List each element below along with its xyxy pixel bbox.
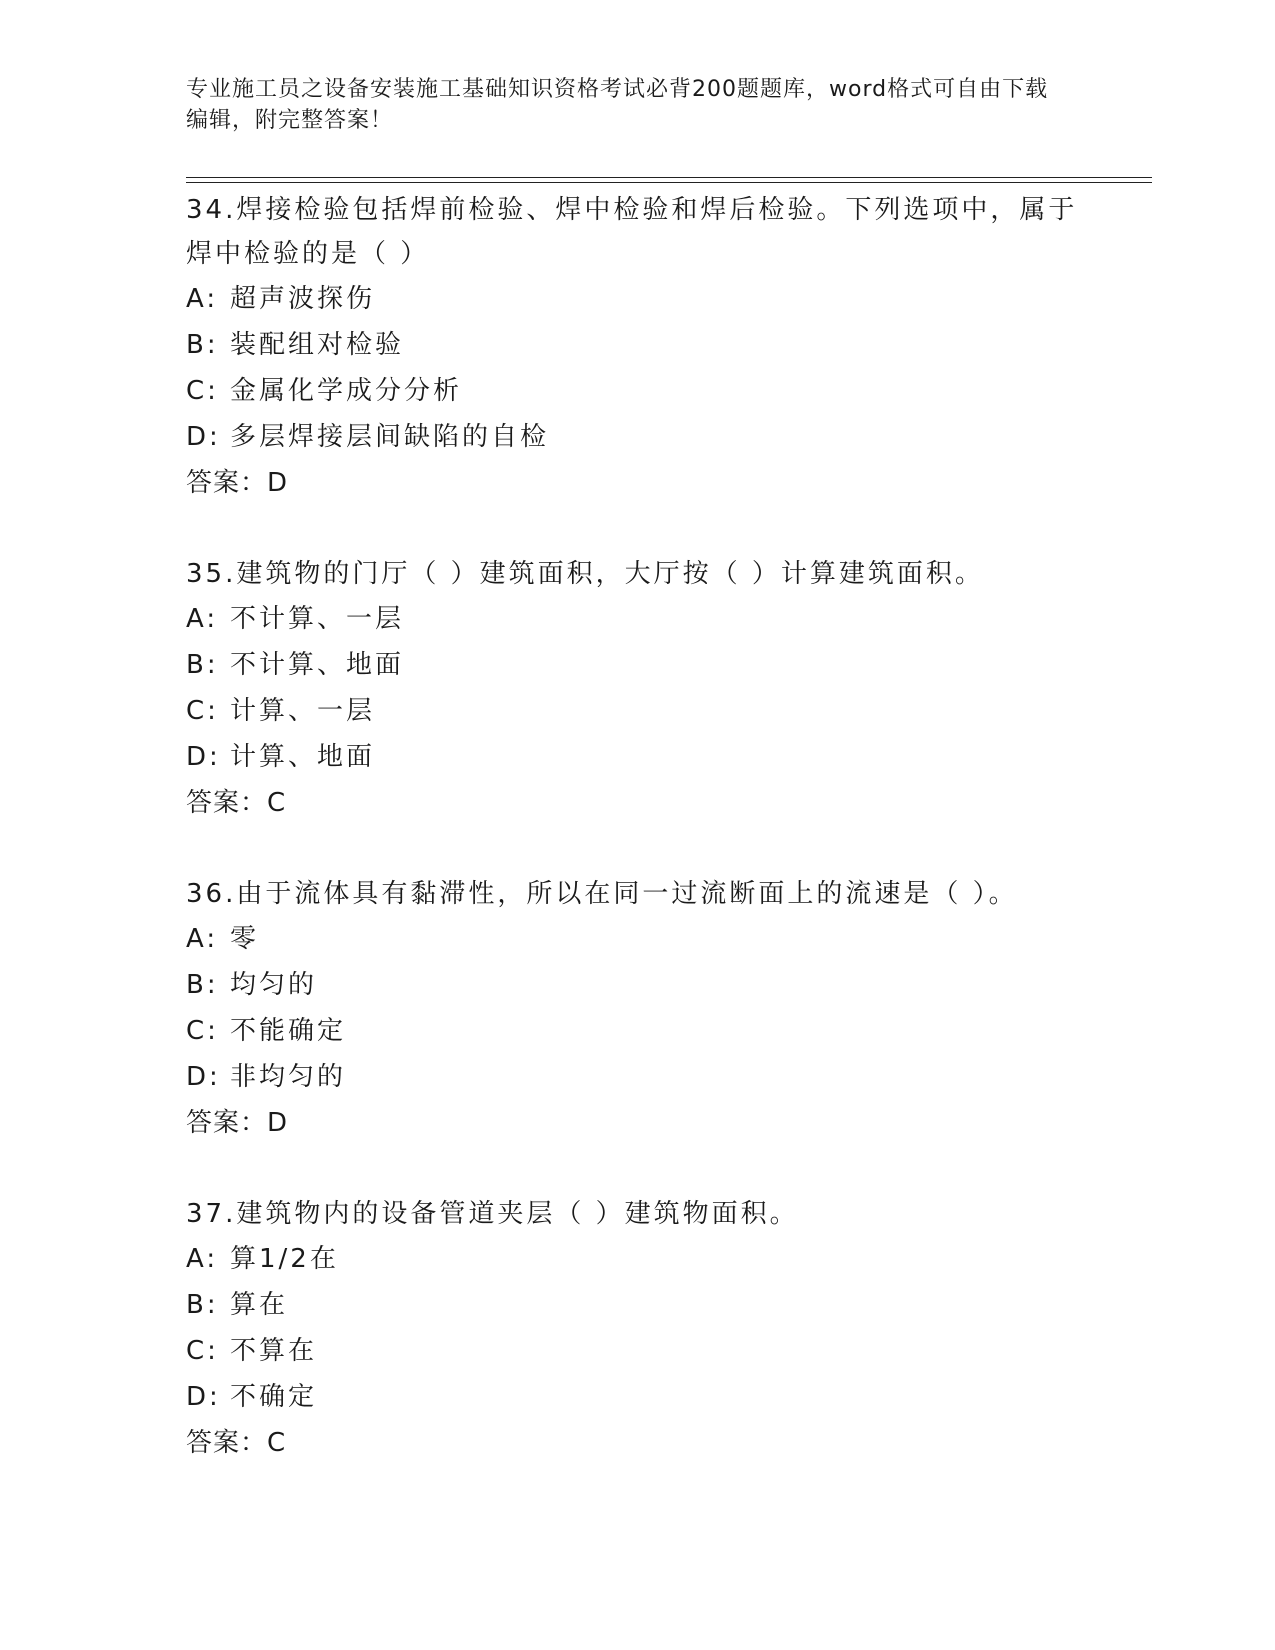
question-35: [186, 552, 1086, 826]
option-d: [186, 1054, 1086, 1100]
option-letter: C:: [186, 1336, 219, 1366]
option-text: 不计算、地面: [230, 650, 405, 680]
option-text: 不确定: [230, 1382, 318, 1412]
question-text: 35.建筑物的门厅（ ）建筑面积，大厅按（ ）计算建筑面积。: [186, 559, 984, 589]
option-letter: B:: [186, 970, 219, 1000]
option-letter: C:: [186, 696, 219, 726]
option-b: [186, 1282, 1086, 1328]
option-text: 非均匀的: [230, 1062, 347, 1092]
option-b: [186, 962, 1086, 1008]
option-letter: C:: [186, 1016, 219, 1046]
option-text: 多层焊接层间缺陷的自检: [230, 422, 550, 452]
option-letter: B:: [186, 330, 219, 360]
question-36: [186, 872, 1086, 1146]
option-letter: A:: [186, 1244, 219, 1274]
answer: 答案：D: [186, 468, 289, 498]
option-c: [186, 688, 1086, 734]
option-c: [186, 1008, 1086, 1054]
option-a: [186, 276, 1086, 322]
option-letter: C:: [186, 376, 219, 406]
option-text: 算1/2在: [230, 1244, 339, 1274]
option-text: 不计算、一层: [230, 604, 405, 634]
question-34: [186, 188, 1086, 506]
option-letter: D:: [186, 422, 221, 452]
option-c: [186, 368, 1086, 414]
document-header: 专业施工员之设备安装施工基础知识资格考试必背200题题库，word格式可自由下载编辑，附完整答案！: [186, 77, 1049, 133]
option-text: 装配组对检验: [230, 330, 405, 360]
answer: 答案：C: [186, 1428, 287, 1458]
option-d: [186, 414, 1086, 460]
option-letter: A:: [186, 284, 219, 314]
option-text: 计算、一层: [230, 696, 376, 726]
option-text: 均匀的: [230, 970, 318, 1000]
question-text: 36.由于流体具有黏滞性，所以在同一过流断面上的流速是（ ）。: [186, 879, 1018, 909]
option-text: 不算在: [230, 1336, 318, 1366]
option-text: 零: [230, 924, 260, 954]
question-text: 34.焊接检验包括焊前检验、焊中检验和焊后检验。下列选项中，属于焊中检验的是（ ）: [186, 195, 1078, 269]
option-letter: A:: [186, 604, 219, 634]
option-letter: D:: [186, 1062, 221, 1092]
option-letter: D:: [186, 1382, 221, 1412]
option-b: [186, 322, 1086, 368]
option-a: [186, 916, 1086, 962]
option-text: 不能确定: [230, 1016, 347, 1046]
option-a: [186, 596, 1086, 642]
option-letter: D:: [186, 742, 221, 772]
option-c: [186, 1328, 1086, 1374]
option-a: [186, 1236, 1086, 1282]
question-text: 37.建筑物内的设备管道夹层（ ）建筑物面积。: [186, 1199, 799, 1229]
header-divider-bottom: [186, 182, 1152, 183]
option-b: [186, 642, 1086, 688]
option-text: 计算、地面: [230, 742, 376, 772]
option-letter: B:: [186, 1290, 219, 1320]
answer: 答案：D: [186, 1108, 289, 1138]
option-text: 算在: [230, 1290, 289, 1320]
answer: 答案：C: [186, 788, 287, 818]
header-divider-top: [186, 177, 1152, 178]
option-d: [186, 1374, 1086, 1420]
option-text: 超声波探伤: [230, 284, 376, 314]
option-letter: A:: [186, 924, 219, 954]
option-text: 金属化学成分分析: [230, 376, 463, 406]
question-37: [186, 1192, 1086, 1466]
option-d: [186, 734, 1086, 780]
option-letter: B:: [186, 650, 219, 680]
